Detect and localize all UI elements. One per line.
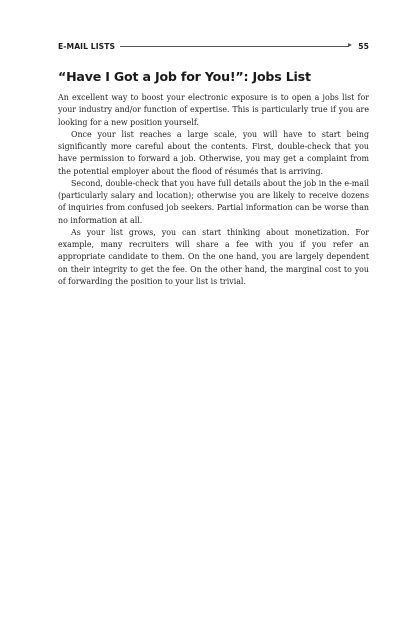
section-title: E-MAIL LISTS (58, 41, 116, 51)
book-page (58, 40, 369, 288)
page-number: 55 (358, 41, 369, 51)
subsection-heading: “Have I Got a Job for You!”: Jobs List (58, 69, 311, 84)
header-rule (120, 40, 352, 52)
arrow-right-icon (348, 43, 352, 47)
paragraph-1: An excellent way to boost your electronic exposure is to open a jobs list for your industry and/or function of expertise. This is particularly true if you are looking for a new position yourself. (58, 93, 369, 127)
running-header (58, 40, 369, 52)
paragraph-2: Once your list reaches a large scale, you will have to start being significantly more careful about the contents. First, double-check that you have permission to forward a job. Otherwise, you may get a complaint from the potential employer about the flood of résumés that is arriving. (58, 129, 369, 176)
paragraph-4: As your list grows, you can start thinking about monetization. For example, many recruiters will share a fee with you if you refer an appropriate candidate to them. On the one hand, you are largely dependent on their integrity to get the fee. On the other hand, the marginal cost to you of forwarding the position to your list is trivial. (58, 227, 369, 286)
paragraph-3: Second, double-check that you have full details about the job in the e-mail (particularly salary and location); otherwise you are likely to receive dozens of inquiries from confused job seekers. Partial information can be worse than no information at all. (58, 178, 369, 225)
header-rule-line (120, 46, 349, 47)
body-text (58, 92, 369, 288)
